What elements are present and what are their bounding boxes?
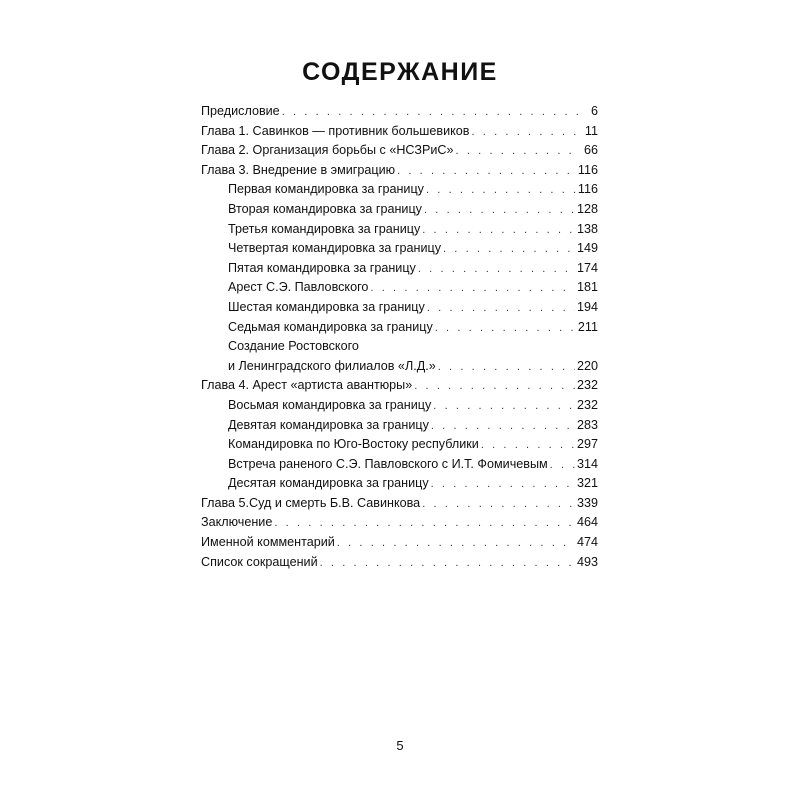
toc-subentry [201, 259, 598, 279]
toc-entry-page: 11 [584, 123, 598, 138]
dot-leader [422, 221, 575, 241]
toc-entry [201, 161, 598, 181]
toc-entry-label: Третья командировка за границу [228, 221, 421, 236]
toc-entry-label: Предисловие [201, 104, 280, 118]
dot-leader [481, 436, 575, 456]
dot-leader [370, 279, 575, 299]
toc-subentry [201, 180, 598, 200]
toc-subentry [201, 298, 598, 318]
toc-entry-page: 493 [576, 554, 598, 569]
toc-entry-label: Глава 4. Арест «артиста авантюры» [201, 378, 413, 393]
toc-entry-label: Первая командировка за границу [228, 182, 424, 197]
toc-subentry [201, 200, 598, 220]
dot-leader [427, 299, 575, 319]
toc-subentry [201, 396, 598, 416]
toc-entry-label: Список сокращений [201, 554, 318, 569]
toc-subentry [201, 220, 598, 240]
toc-entry-label: Арест С.Э. Павловского [228, 280, 369, 295]
toc-subentry [201, 357, 598, 377]
dot-leader [431, 475, 575, 495]
toc-entry-page: 181 [576, 280, 598, 295]
dot-leader [414, 377, 575, 397]
toc-entry-page: 321 [576, 476, 598, 491]
toc-entry-label: Четвертая командировка за границу [228, 241, 441, 256]
toc-entry-label: Вторая командировка за границу [228, 201, 422, 216]
toc-subentry [201, 318, 598, 338]
toc-subentry [201, 435, 598, 455]
dot-leader [456, 142, 578, 162]
toc-entry-label: Создание Ростовского [228, 339, 359, 354]
toc-entry-label: Пятая командировка за границу [228, 260, 416, 275]
toc-entry [201, 533, 598, 553]
toc-entry-page: 194 [576, 299, 598, 314]
toc-entry [201, 141, 598, 161]
toc-entry-label: и Ленинградского филиалов «Л.Д.» [228, 358, 436, 373]
dot-leader [320, 554, 575, 574]
toc-entry-page: 149 [576, 241, 598, 256]
dot-leader [431, 417, 575, 437]
toc-entry [201, 102, 598, 122]
toc-entry-page: 174 [576, 260, 598, 275]
dot-leader [550, 456, 575, 476]
toc-entry-page: 297 [576, 437, 598, 452]
dot-leader [443, 240, 575, 260]
toc-entry-page: 211 [577, 319, 598, 334]
dot-leader [397, 162, 576, 182]
table-of-contents [201, 102, 598, 572]
toc-entry-label: Шестая командировка за границу [228, 299, 425, 314]
toc-entry-label: Седьмая командировка за границу [228, 319, 433, 334]
toc-entry [201, 513, 598, 533]
toc-entry-page: 283 [576, 417, 598, 432]
dot-leader [424, 201, 575, 221]
toc-entry-label: Восьмая командировка за границу [228, 397, 432, 412]
toc-subentry [201, 278, 598, 298]
toc-entry-label: Глава 3. Внедрение в эмиграцию [201, 162, 396, 177]
dot-leader [422, 495, 575, 515]
toc-entry-label: Именной комментарий [201, 535, 335, 550]
toc-entry-label: Заключение [201, 515, 273, 530]
toc-entry [201, 553, 598, 573]
toc-entry-page: 314 [576, 456, 598, 471]
toc-entry [201, 376, 598, 396]
toc-entry-page: 138 [576, 221, 598, 236]
dot-leader [418, 260, 575, 280]
toc-entry-page: 220 [576, 358, 598, 373]
dot-leader [337, 534, 575, 554]
toc-entry-label: Глава 5.Суд и смерть Б.В. Савинкова [201, 495, 421, 510]
toc-subentry-first-line [201, 337, 598, 357]
toc-entry-page: 464 [576, 515, 598, 530]
dot-leader [274, 514, 575, 534]
toc-entry-page: 232 [576, 378, 598, 393]
toc-entry-label: Глава 2. Организация борьбы с «НСЗРиС» [201, 143, 454, 158]
toc-subentry [201, 416, 598, 436]
dot-leader [282, 103, 578, 123]
dot-leader [426, 181, 576, 201]
toc-entry-page: 66 [583, 143, 598, 158]
toc-entry-label: Девятая командировка за границу [228, 417, 429, 432]
dot-leader [433, 397, 575, 417]
toc-entry [201, 122, 598, 142]
toc-entry-label: Встреча раненого С.Э. Павловского с И.Т. Фомичевым [228, 456, 548, 471]
page-number: 5 [396, 738, 404, 753]
toc-subentry [201, 474, 598, 494]
dot-leader [438, 358, 575, 378]
toc-subentry [201, 239, 598, 259]
toc-entry-page: 116 [577, 182, 598, 197]
toc-entry-label: Командировка по Юго-Востоку республики [228, 437, 479, 452]
toc-entry-page: 474 [576, 535, 598, 550]
toc-entry-page: 116 [577, 162, 598, 177]
toc-entry [201, 494, 598, 514]
toc-entry-page: 232 [576, 397, 598, 412]
dot-leader [471, 123, 578, 143]
toc-entry-label: Глава 1. Савинков — противник большевиков [201, 123, 470, 138]
dot-leader [435, 319, 576, 339]
toc-subentry [201, 455, 598, 475]
toc-entry-label: Десятая командировка за границу [228, 476, 429, 491]
page-title: СОДЕРЖАНИЕ [302, 58, 498, 86]
toc-entry-page: 6 [590, 104, 598, 118]
toc-entry-page: 128 [576, 201, 598, 216]
toc-entry-page: 339 [576, 495, 598, 510]
